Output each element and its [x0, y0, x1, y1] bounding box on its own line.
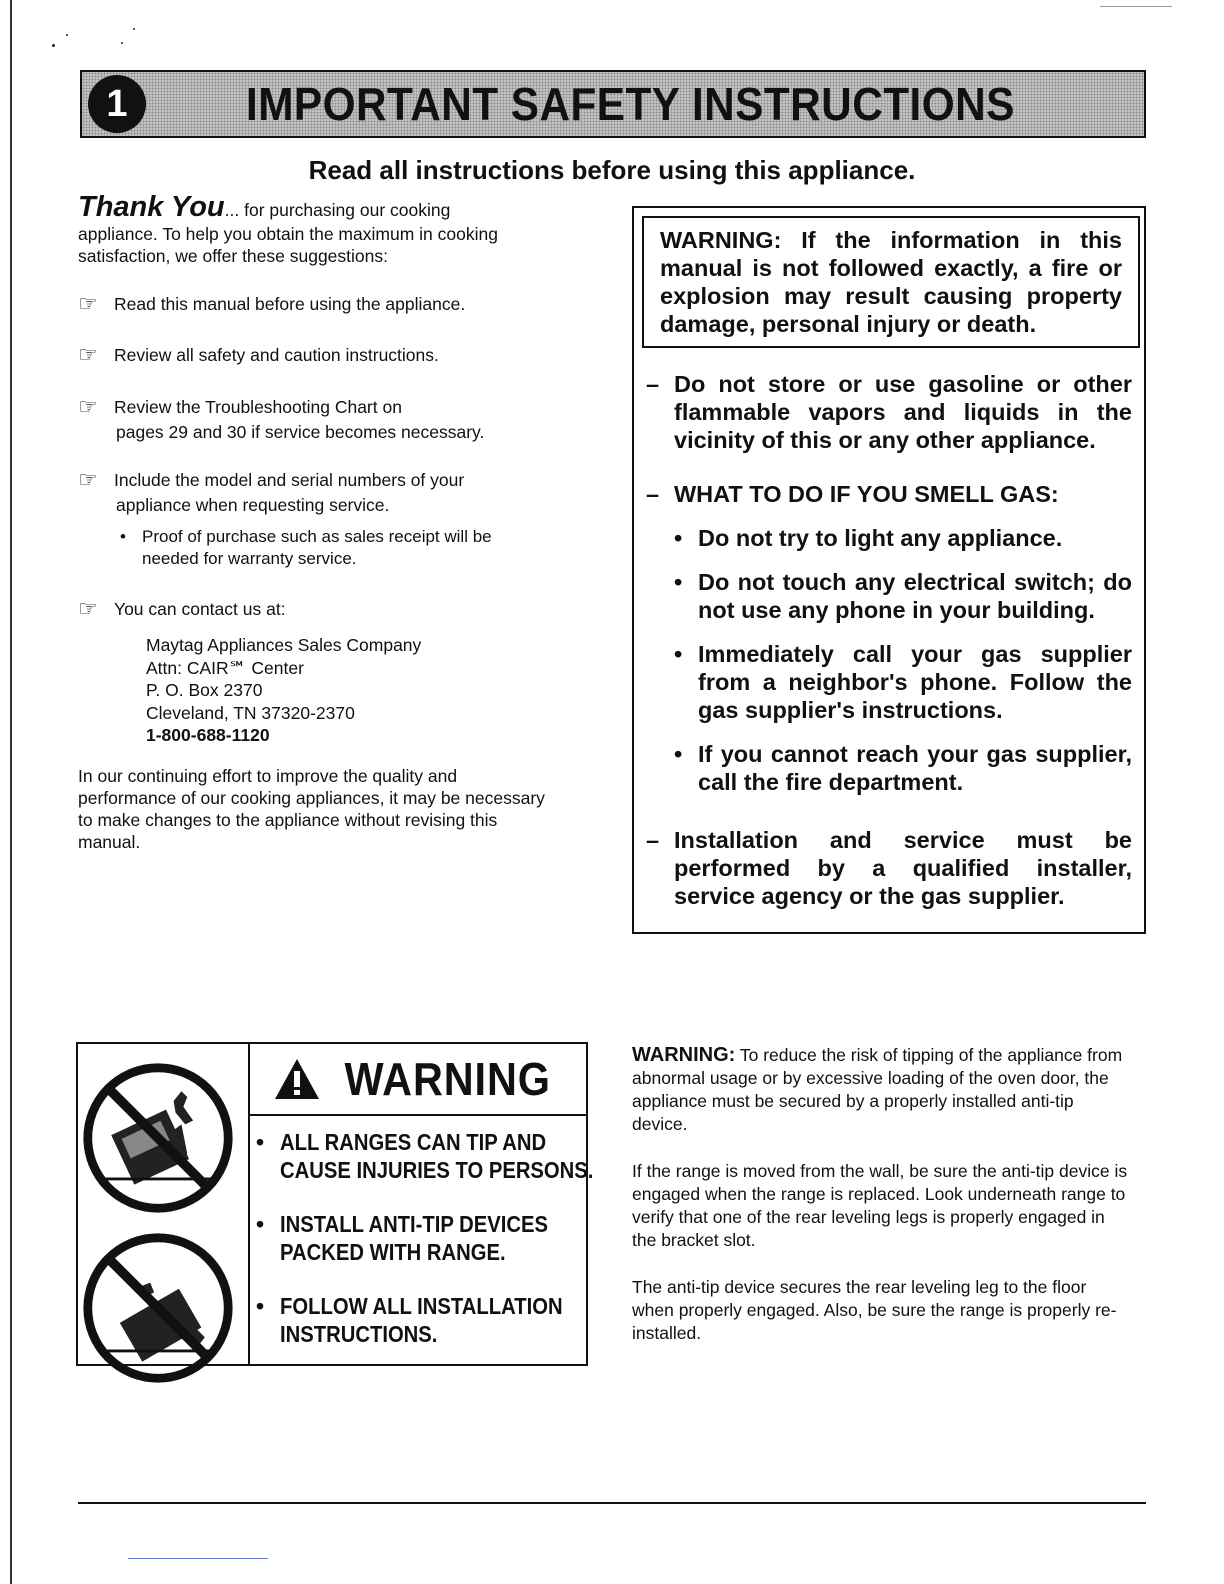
- anti-tip-paragraph: [632, 1044, 1132, 1136]
- gas-warning-item: [646, 826, 1132, 910]
- dash-marker: –: [646, 827, 660, 853]
- gas-warning-item: [646, 370, 1132, 454]
- anti-tip-item-line: FOLLOW ALL INSTALLATION: [280, 1293, 563, 1319]
- header-divider: [248, 1114, 588, 1116]
- dash-marker: –: [646, 371, 660, 397]
- contact-company: Maytag Appliances Sales Company: [146, 635, 422, 655]
- anti-tip-items: [256, 1128, 594, 1368]
- gas-warning-item-text: Installation and service must be performed by a qualified installer, service agency or the gas supplier.: [674, 827, 1132, 909]
- thank-you-ellipsis: ...: [224, 200, 240, 220]
- suggestion-item: [78, 396, 578, 418]
- anti-tip-paragraph: The anti-tip device secures the rear leveling leg to the floor when properly engaged. Also, be sure the range is properly re-installed.: [632, 1277, 1117, 1343]
- bullet-dot: •: [674, 525, 683, 551]
- suggestion-text: Review all safety and caution instructions.: [114, 345, 439, 365]
- contact-box: P. O. Box 2370: [146, 680, 263, 700]
- dash-marker: –: [646, 481, 660, 507]
- hand-pointer-icon: ☞: [78, 291, 98, 316]
- gas-step-text: If you cannot reach your gas supplier, call the fire department.: [698, 741, 1132, 795]
- hand-pointer-icon: ☞: [78, 467, 98, 492]
- suggestion-item: [78, 344, 578, 366]
- no-tipping-range-icon: [80, 1230, 236, 1386]
- gas-warning-item: [646, 480, 1132, 508]
- scan-speck: [66, 34, 68, 36]
- gas-warning-item-text: WHAT TO DO IF YOU SMELL GAS:: [674, 481, 1059, 507]
- anti-tip-item: [256, 1292, 586, 1348]
- hand-pointer-icon: ☞: [78, 394, 98, 419]
- thank-you-tail: for purchasing our cooking: [244, 200, 451, 220]
- warning-triangle-icon: [273, 1057, 321, 1101]
- anti-tip-paragraph: If the range is moved from the wall, be sure the anti-tip device is engaged when the range is replaced. Look underneath range to verify that one of the rear leveling legs is properly engaged in the bracket slot.: [632, 1161, 1128, 1250]
- anti-tip-item-line: CAUSE INJURIES TO PERSONS.: [280, 1157, 594, 1183]
- bullet-dot: •: [120, 527, 126, 546]
- anti-tip-item-line: INSTRUCTIONS.: [280, 1321, 438, 1347]
- page-edge-line: [10, 0, 12, 1584]
- gas-step: [646, 740, 1132, 796]
- suggestion-text: Read this manual before using the appliance.: [114, 294, 466, 314]
- anti-tip-text: [632, 1044, 1132, 1367]
- anti-tip-item-line: ALL RANGES CAN TIP AND: [280, 1129, 547, 1155]
- contact-city: Cleveland, TN 37320-2370: [146, 702, 355, 723]
- bottom-rule: [78, 1502, 1146, 1504]
- suggestion-text: You can contact us at:: [114, 599, 286, 619]
- scan-speck: [133, 28, 135, 30]
- section-banner: [80, 70, 1146, 138]
- bullet-dot: •: [674, 741, 683, 767]
- bullet-dot: •: [256, 1211, 265, 1237]
- gas-warning-headline: WARNING: If the information in this manual is not followed exactly, a fire or explosion may result causing property damage, personal injury or death.: [642, 216, 1140, 348]
- anti-tip-item: [256, 1128, 594, 1184]
- gas-step: [646, 640, 1132, 724]
- no-tipping-range-icon: [80, 1060, 236, 1216]
- suggestion-bullet-text: Proof of purchase such as sales receipt will be needed for warranty service.: [142, 527, 492, 568]
- gas-step-text: Do not touch any electrical switch; do not use any phone in your building.: [698, 569, 1132, 623]
- contact-attn: Attn: CAIR℠ Center: [146, 657, 304, 678]
- gas-step-text: Do not try to light any appliance.: [698, 525, 1063, 551]
- anti-tip-paragraph-text: To reduce the risk of tipping of the appliance from abnormal usage or by excessive loading of the oven door, the appliance must be secured by a properly installed anti-tip device.: [632, 1045, 1123, 1134]
- suggestion-subtext: appliance when requesting service.: [116, 495, 390, 515]
- top-rule: [1100, 6, 1172, 7]
- thank-you-column: [78, 191, 578, 853]
- gas-warning-item-text: Do not store or use gasoline or other flammable vapors and liquids in the vicinity of this or any other appliance.: [674, 371, 1132, 453]
- gas-step-text: Immediately call your gas supplier from a neighbor's phone. Follow the gas supplier's instructions.: [698, 641, 1132, 723]
- bullet-dot: •: [674, 641, 683, 667]
- section-title: IMPORTANT SAFETY INSTRUCTIONS: [246, 78, 1015, 130]
- page-subtitle: Read all instructions before using this appliance.: [308, 155, 916, 185]
- anti-tip-label: WARNING:: [632, 1044, 736, 1066]
- thank-you-intro: appliance. To help you obtain the maximum in cooking satisfaction, we offer these suggestions:: [78, 224, 498, 266]
- thank-you-line: [78, 191, 578, 223]
- tip-pictograms: [80, 1060, 244, 1400]
- bullet-dot: •: [256, 1129, 265, 1155]
- suggestion-item: [78, 293, 578, 315]
- gas-step: [646, 568, 1132, 624]
- warning-header: [250, 1046, 586, 1112]
- suggestion-item: [78, 598, 578, 620]
- suggestion-bullet: [78, 526, 578, 570]
- anti-tip-item-line: PACKED WITH RANGE.: [280, 1239, 506, 1265]
- scan-speck: [121, 42, 123, 44]
- anti-tip-item: [256, 1210, 586, 1266]
- gas-steps-list: [646, 524, 1132, 796]
- closing-paragraph: In our continuing effort to improve the quality and performance of our cooking appliances, it may be necessary to make changes to the appliance without revising this manual.: [78, 765, 545, 852]
- bullet-dot: •: [256, 1293, 265, 1319]
- gas-step: [646, 524, 1132, 552]
- hand-pointer-icon: ☞: [78, 342, 98, 367]
- section-number-badge: 1: [88, 75, 146, 133]
- anti-tip-item-line: INSTALL ANTI-TIP DEVICES: [280, 1211, 549, 1237]
- hand-pointer-icon: ☞: [78, 596, 98, 621]
- thank-you-heading: Thank You: [78, 191, 225, 223]
- suggestion-subtext: pages 29 and 30 if service becomes necessary.: [116, 422, 485, 442]
- bottom-stub-line: [128, 1558, 268, 1559]
- suggestion-text: Include the model and serial numbers of your: [114, 470, 465, 490]
- suggestion-item: [78, 469, 578, 491]
- warning-title: WARNING: [344, 1053, 552, 1105]
- contact-address: [78, 634, 578, 747]
- bullet-dot: •: [674, 569, 683, 595]
- suggestion-text: Review the Troubleshooting Chart on: [114, 397, 402, 417]
- scan-speck: [52, 44, 55, 47]
- gas-warning-list: [646, 370, 1132, 936]
- contact-phone: 1-800-688-1120: [146, 725, 270, 745]
